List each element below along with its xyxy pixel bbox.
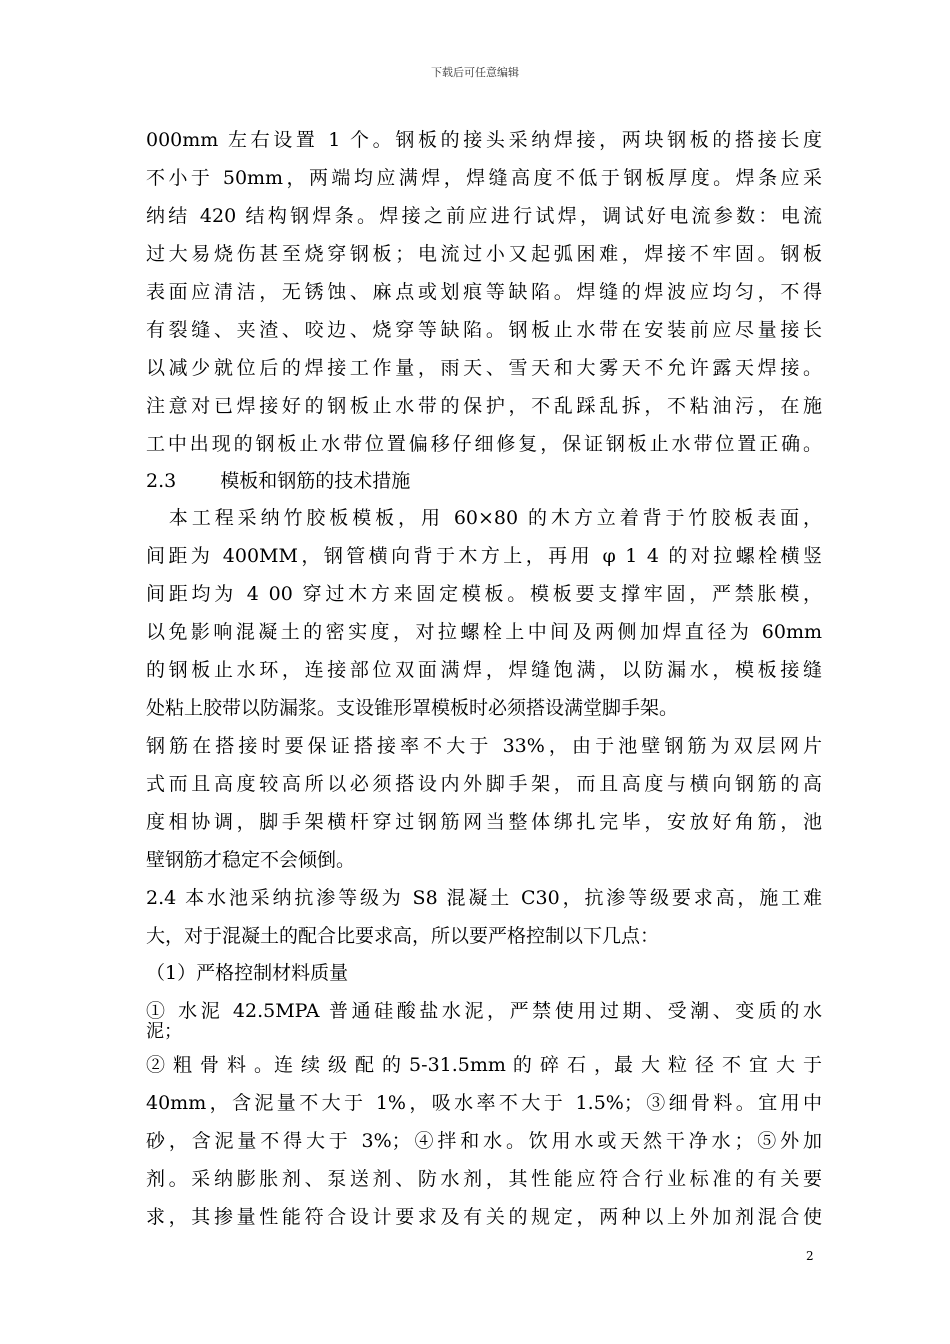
section-heading: 2.3 模板和钢筋的技术措施 — [146, 470, 411, 492]
body-line: 工中出现的钢板止水带位置偏移仔细修复，保证钢板止水带位置正确。 — [146, 433, 822, 455]
body-line: 砂，含泥量不得大于 3%；④拌和水。饮用水或天然干净水；⑤外加 — [146, 1130, 822, 1152]
list-item-continuation: 泥； — [146, 1022, 182, 1042]
body-line: 的钢板止水环，连接部位双面满焊，焊缝饱满，以防漏水，模板接缝 — [146, 659, 822, 681]
body-line: 纳结 420 结构钢焊条。焊接之前应进行试焊，调试好电流参数：电流 — [146, 205, 822, 227]
body-line: 2.4 本水池采纳抗渗等级为 S8 混凝土 C30，抗渗等级要求高，施工难 — [146, 887, 822, 909]
list-item: ② 粗 骨 料 。连 续 级 配 的 5-31.5mm 的 碎 石 ，最 大 粒 径 不 宜 大 于 — [146, 1054, 822, 1076]
body-line: 处粘上胶带以防漏浆。支设锥形罩模板时必须搭设满堂脚手架。 — [146, 697, 679, 719]
body-line: 求，其掺量性能符合设计要求及有关的规定，两种以上外加剂混合使 — [146, 1206, 822, 1228]
body-line: 式而且高度较高所以必须搭设内外脚手架，而且高度与横向钢筋的高 — [146, 773, 822, 795]
body-line: 本工程采纳竹胶板模板，用 60×80 的木方立着背于竹胶板表面， — [146, 507, 822, 529]
body-line: 间距为 400MM，钢管横向背于木方上，再用 φ 1 4 的对拉螺栓横竖 — [146, 545, 822, 567]
body-line: 度相协调，脚手架横杆穿过钢筋网当整体绑扎完毕，安放好角筋，池 — [146, 811, 822, 833]
body-line: 大，对于混凝土的配合比要求高，所以要严格控制以下几点： — [146, 925, 660, 947]
body-line: 过大易烧伤甚至烧穿钢板；电流过小又起弧困难，焊接不牢固。钢板 — [146, 243, 822, 265]
body-line: 不小于 50mm，两端均应满焊，焊缝高度不低于钢板厚度。焊条应采 — [146, 167, 822, 189]
body-line: 剂。采纳膨胀剂、泵送剂、防水剂，其性能应符合行业标准的有关要 — [146, 1168, 822, 1190]
body-line: 间距均为 4 00 穿过木方来固定模板。模板要支撑牢固，严禁胀模， — [146, 583, 822, 605]
body-line: 以免影响混凝土的密实度，对拉螺栓上中间及两侧加焊直径为 60mm — [146, 621, 822, 643]
body-line: 000mm 左右设置 1 个。钢板的接头采纳焊接，两块钢板的搭接长度 — [146, 129, 822, 151]
body-line: 有裂缝、夹渣、咬边、烧穿等缺陷。钢板止水带在安装前应尽量接长 — [146, 319, 822, 341]
body-line: 注意对已焊接好的钢板止水带的保护，不乱踩乱拆，不粘油污，在施 — [146, 395, 822, 417]
page-header: 下载后可任意编辑 — [431, 66, 519, 79]
body-line: 壁钢筋才稳定不会倾倒。 — [146, 849, 356, 871]
body-line: 钢筋在搭接时要保证搭接率不大于 33%，由于池壁钢筋为双层网片 — [146, 735, 822, 757]
list-heading: （1）严格控制材料质量 — [146, 962, 349, 984]
body-line: 40mm，含泥量不大于 1%，吸水率不大于 1.5%；③细骨料。宜用中 — [146, 1092, 822, 1114]
page-number: 2 — [806, 1249, 814, 1263]
body-line: 以减少就位后的焊接工作量，雨天、雪天和大雾天不允许露天焊接。 — [146, 357, 822, 379]
list-item: ① 水泥 42.5MPA 普通硅酸盐水泥，严禁使用过期、受潮、变质的水 — [146, 1000, 822, 1022]
body-line: 表面应清洁，无锈蚀、麻点或划痕等缺陷。焊缝的焊波应均匀，不得 — [146, 281, 822, 303]
